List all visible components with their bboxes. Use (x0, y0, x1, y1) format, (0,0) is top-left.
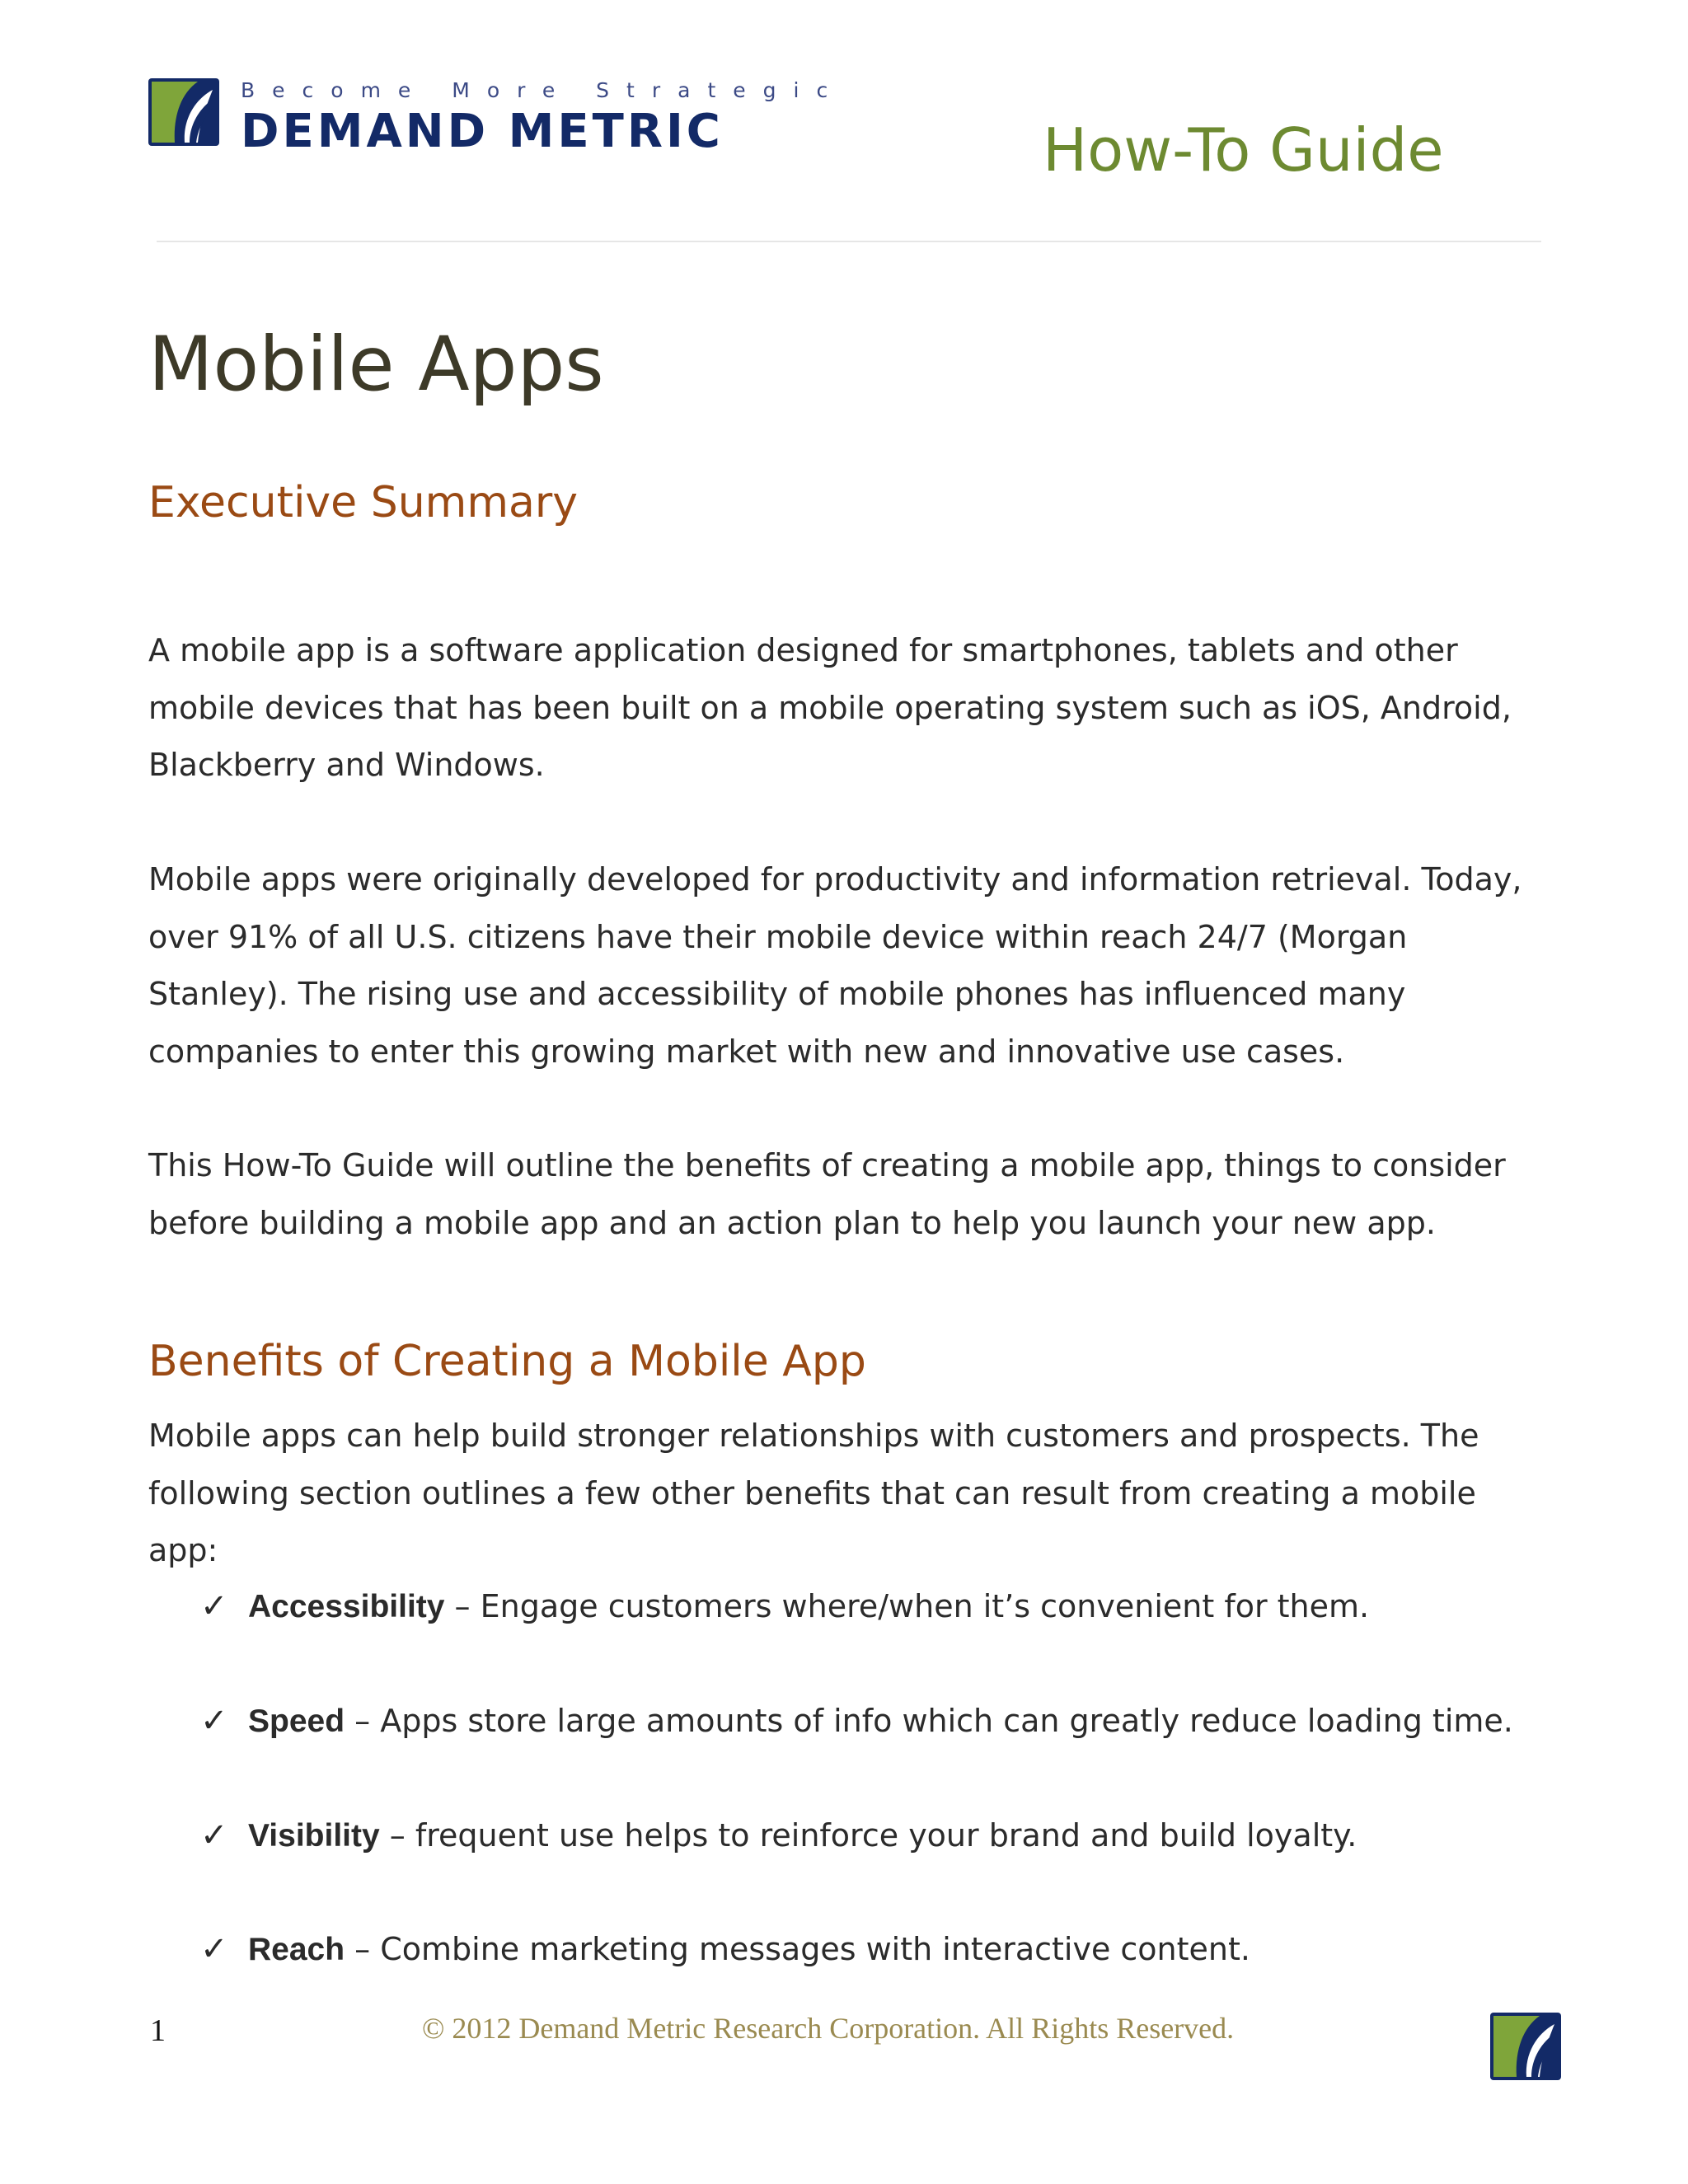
benefits-intro (148, 1408, 1550, 1580)
demand-metric-logo-icon (148, 78, 219, 146)
summary-paragraph-1 (148, 622, 1550, 794)
benefit-description: – Apps store large amounts of info which can greatly reduce loading time. (345, 1703, 1513, 1739)
page-title: Mobile Apps (148, 321, 604, 408)
brand-tagline: Become More Strategic (241, 78, 846, 102)
benefit-description: – Combine marketing messages with interactive content. (345, 1931, 1250, 1967)
benefits-heading: Benefits of Creating a Mobile App (148, 1337, 866, 1386)
paragraph-text: This How-To Guide will outline the benefits of creating a mobile app, things to consider before building a mobile app and an action plan to help you launch your new app. (148, 1147, 1506, 1241)
checkmark-icon: ✓ (200, 1587, 228, 1625)
benefit-term: Visibility (248, 1818, 380, 1854)
brand-logo (148, 78, 846, 158)
benefit-item-accessibility (200, 1586, 1369, 1627)
summary-paragraph-3 (148, 1137, 1550, 1252)
benefit-item-reach (200, 1929, 1250, 1970)
copyright-notice: © 2012 Demand Metric Research Corporation. All Rights Reserved. (422, 2012, 1235, 2045)
benefit-item-visibility (200, 1816, 1357, 1856)
paragraph-text: Mobile apps were originally developed for productivity and information retrieval. Today, over 91% of all U.S. citizens have their mobile device within reach 24/7 (Morgan Stanley). The rising use and accessibility of mobile phones has influenced many companies to enter this growing market with new and innovative use cases. (148, 861, 1522, 1070)
page-number: 1 (150, 2013, 166, 2048)
demand-metric-footer-logo-icon (1490, 2011, 1561, 2082)
paragraph-text: A mobile app is a software application designed for smartphones, tablets and other mobile devices that has been built on a mobile operating system such as iOS, Android, Blackberry and Windows. (148, 632, 1512, 783)
checkmark-icon: ✓ (200, 1702, 228, 1740)
benefit-description: – Engage customers where/when it’s convenient for them. (444, 1588, 1370, 1624)
checkmark-icon: ✓ (200, 1930, 228, 1968)
benefit-term: Reach (248, 1932, 345, 1967)
summary-paragraph-2 (148, 851, 1550, 1080)
benefit-item-speed (200, 1701, 1513, 1741)
benefit-term: Accessibility (248, 1589, 445, 1624)
paragraph-text: Mobile apps can help build stronger relationships with customers and prospects. The following section outlines a few other benefits that can result from creating a mobile app: (148, 1418, 1479, 1568)
document-type-label: How-To Guide (1043, 115, 1444, 185)
checkmark-icon: ✓ (200, 1816, 228, 1854)
header-divider (157, 241, 1541, 242)
brand-name: DEMAND METRIC (241, 105, 724, 158)
benefit-term: Speed (248, 1704, 345, 1739)
executive-summary-heading: Executive Summary (148, 478, 578, 527)
benefit-description: – frequent use helps to reinforce your brand and build loyalty. (379, 1817, 1357, 1854)
